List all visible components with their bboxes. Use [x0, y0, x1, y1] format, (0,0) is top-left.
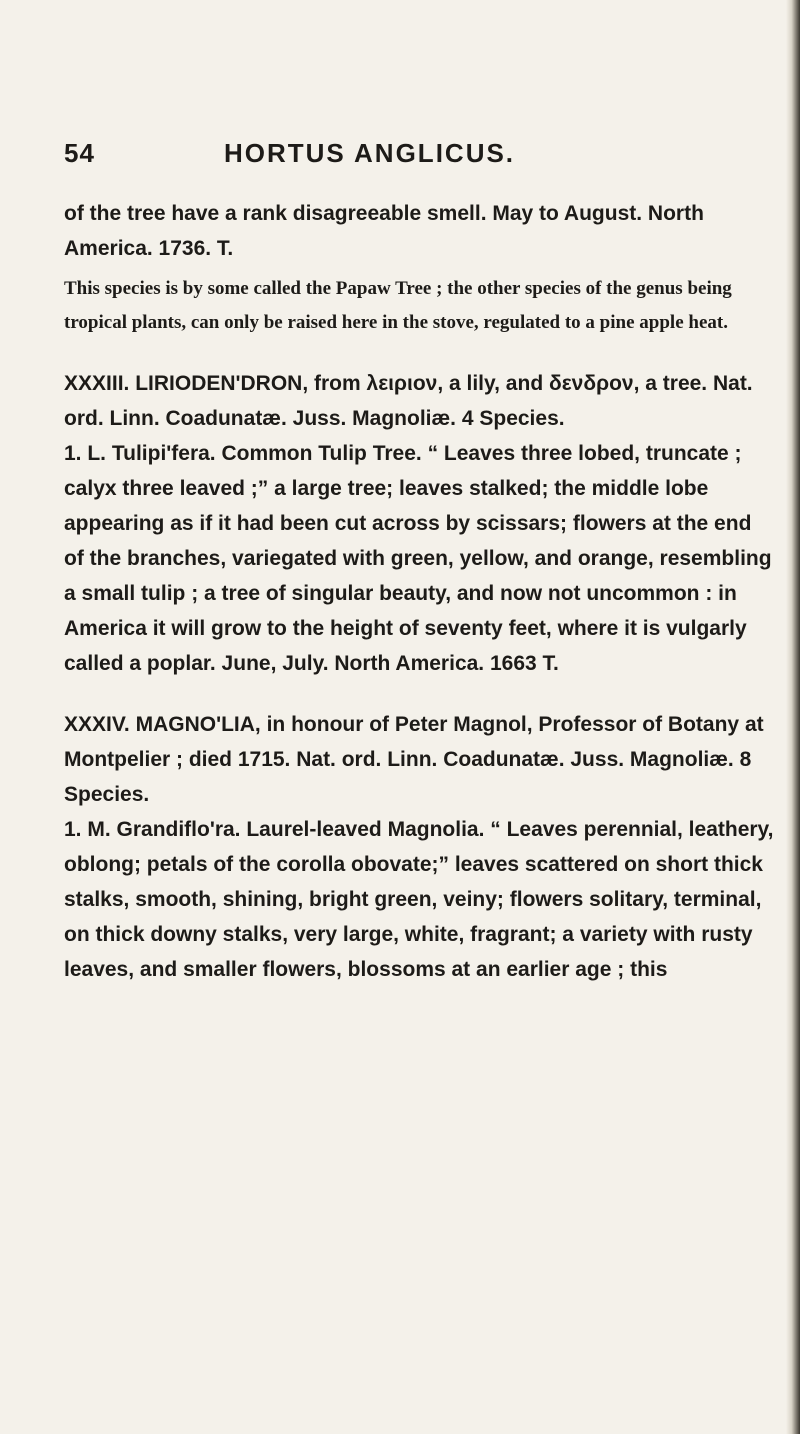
species-entry-grandiflora: 1. M. Grandiflo'ra. Laurel-leaved Magnolia. “ Leaves perennial, leathery, oblong; petals of the corolla obovate;” leaves scattered on short thick stalks, smooth, shining, bright green, veiny; flowers solitary, terminal, on thick downy stalks, very large, white, fragrant; a variety with rusty leaves, and smaller flowers, blossoms at an earlier age ; this: [64, 818, 774, 981]
paragraph-papaw-note: This species is by some called the Papaw Tree ; the other species of the genus being tropical plants, can only be raised here in the stove, regulated to a pine apple heat.: [64, 278, 732, 333]
page-edge-shadow: [786, 0, 800, 1434]
paragraph-continuation: of the tree have a rank disagreeable smell. May to August. North America. 1736. T.: [64, 202, 704, 260]
genus-entry-magnolia: XXXIV. MAGNO'LIA, in honour of Peter Magnol, Professor of Botany at Montpelier ; died 1715. Nat. ord. Linn. Coadunatæ. Juss. Magnoliæ. 8 Species.: [64, 713, 764, 806]
species-entry-tulipifera: 1. L. Tulipi'fera. Common Tulip Tree. “ Leaves three lobed, truncate ; calyx three leaved ;” a large tree; leaves stalked; the middle lobe appearing as if it had been cut across by scissars; flowers at the end of the branches, variegated with green, yellow, and orange, resembling a small tulip ; a tree of singular beauty, and now not uncommon : in America it will grow to the height of seventy feet, where it is vulgarly called a poplar. June, July. North America. 1663 T.: [64, 442, 772, 675]
page-number: 54: [64, 138, 95, 168]
page-header: [64, 138, 776, 178]
running-title: HORTUS ANGLICUS.: [224, 138, 516, 168]
page-body: [64, 196, 776, 987]
genus-entry-liriodendron: XXXIII. LIRIODEN'DRON, from λειριον, a lily, and δενδρον, a tree. Nat. ord. Linn. Coadunatæ. Juss. Magnoliæ. 4 Species.: [64, 372, 753, 430]
